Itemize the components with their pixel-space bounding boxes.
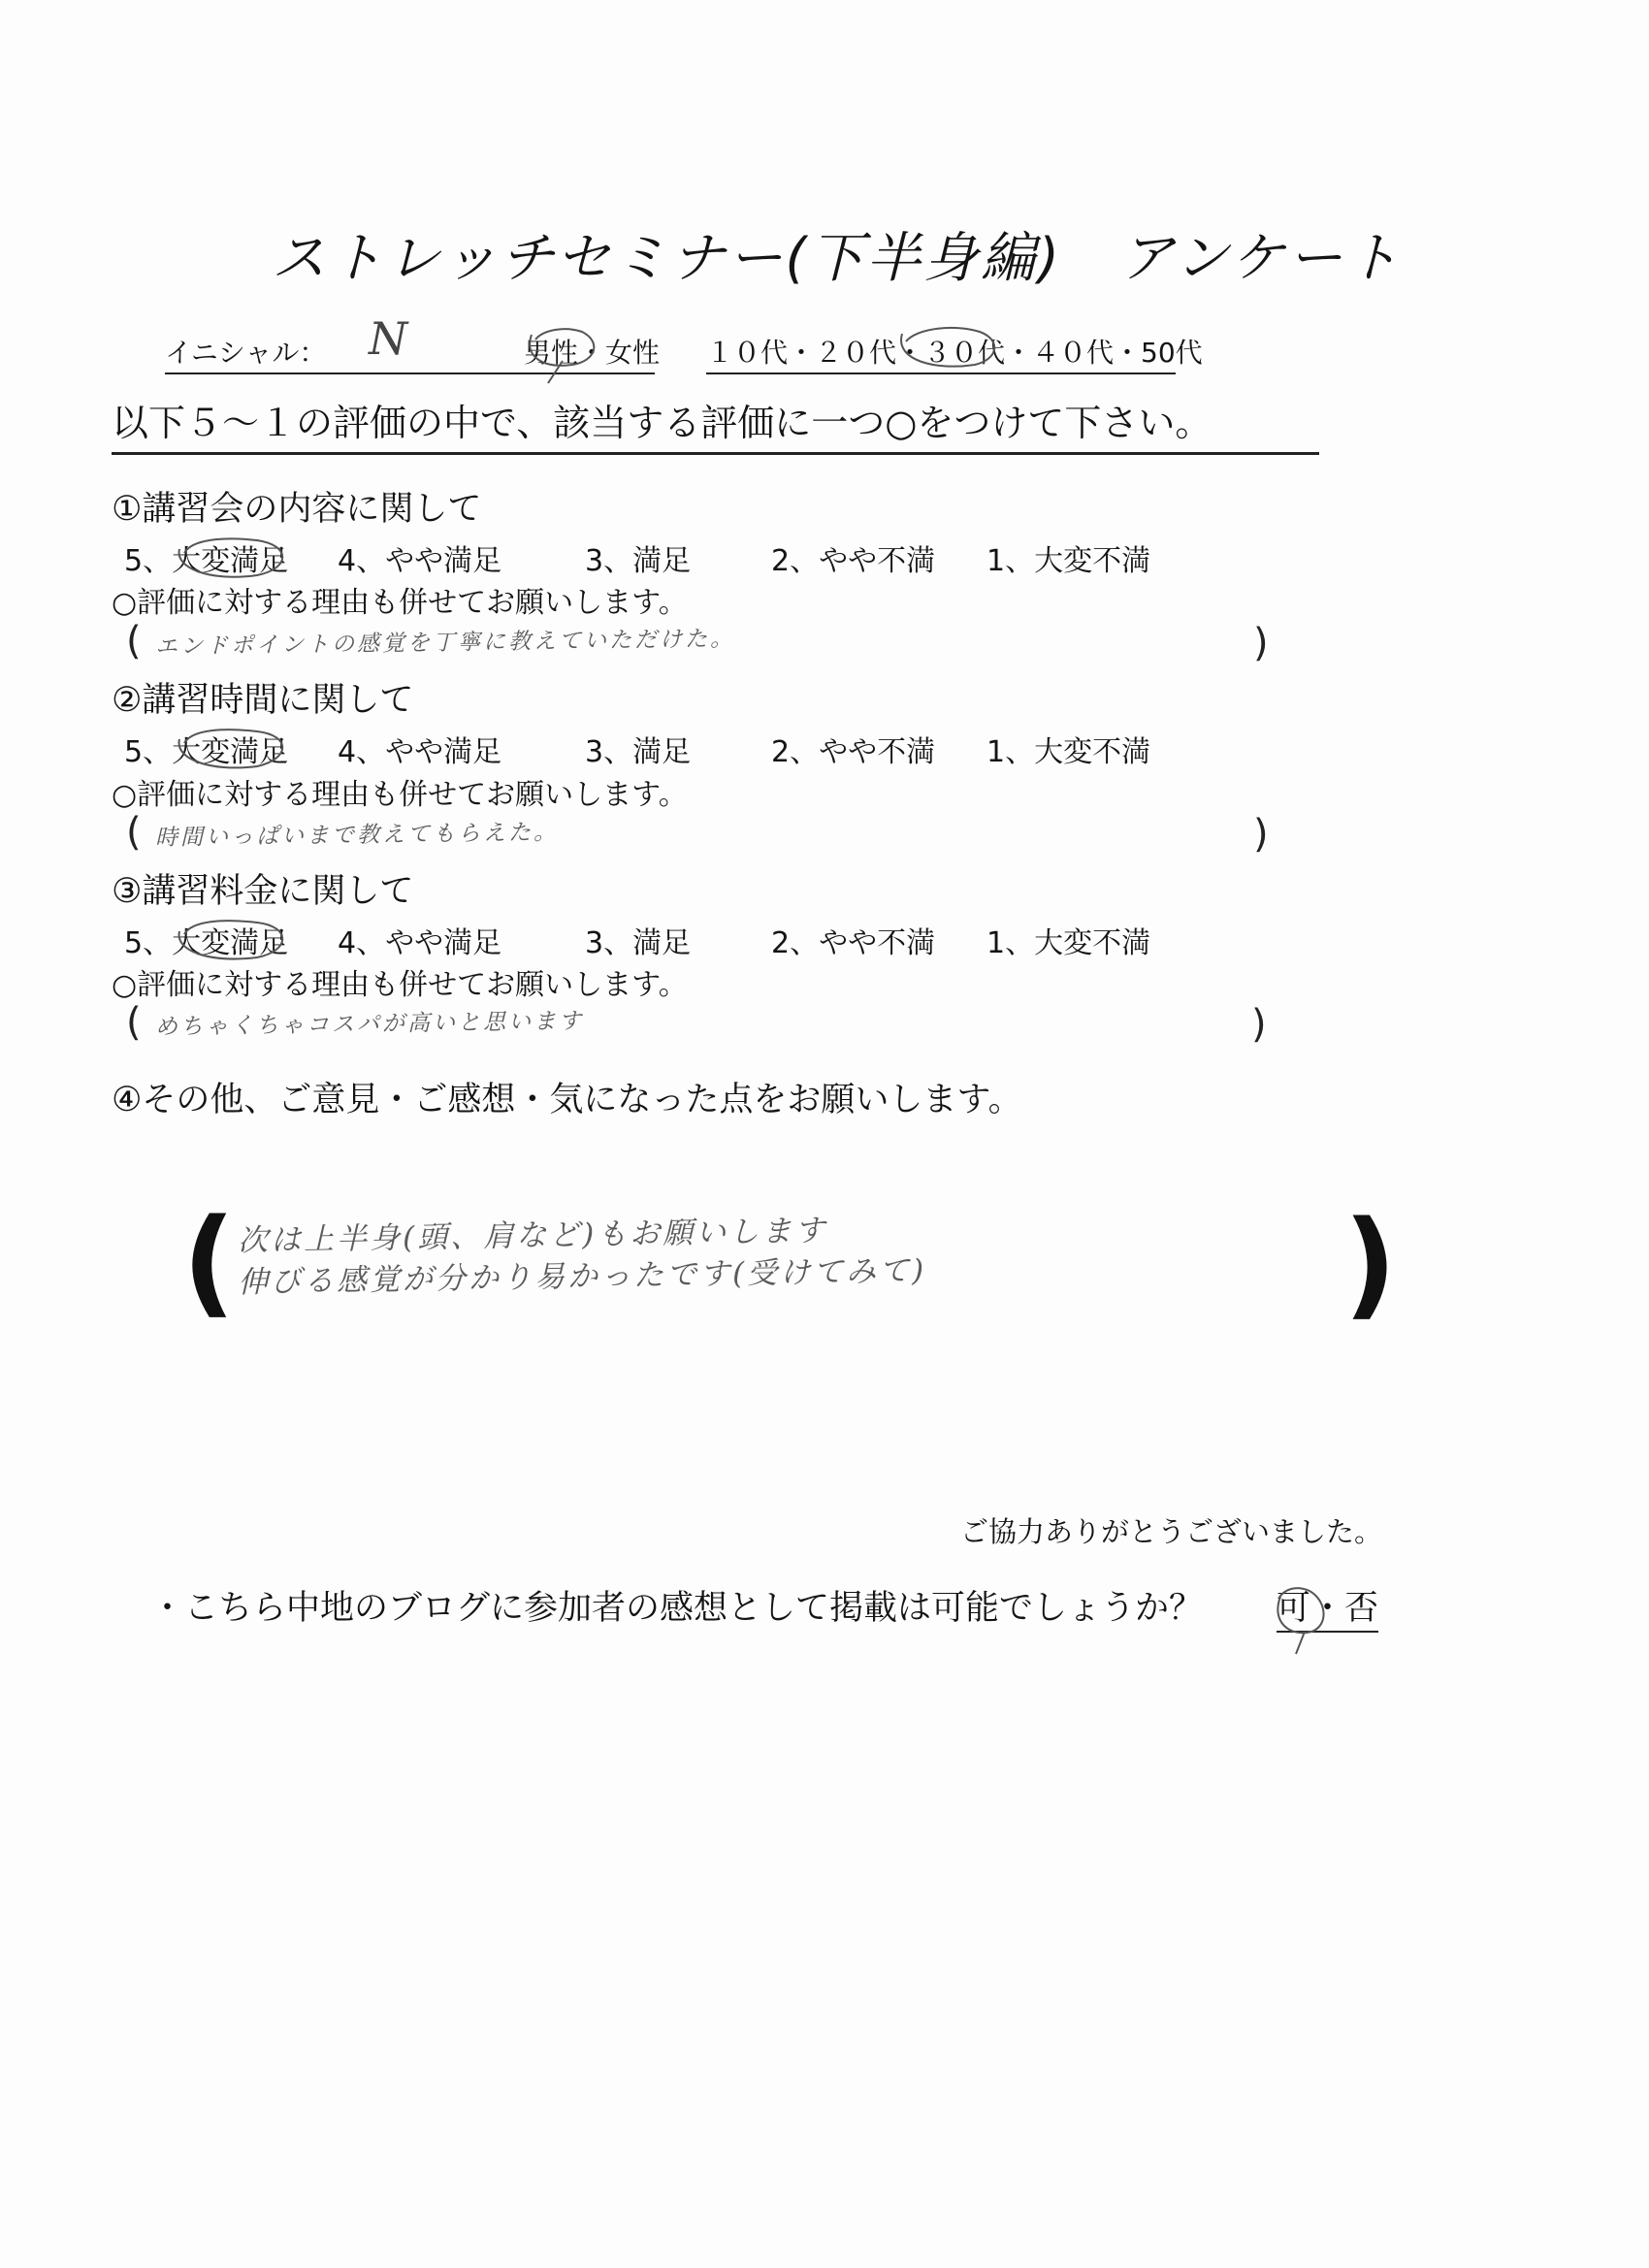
open-paren: ( — [126, 810, 142, 855]
rating-2[interactable]: 2、やや不満 — [771, 926, 936, 960]
rating-2[interactable]: 2、やや不満 — [771, 544, 936, 578]
age-circle — [901, 328, 994, 367]
open-paren: ( — [126, 1000, 142, 1045]
rating-2[interactable]: 2、やや不満 — [771, 735, 936, 769]
rating-4[interactable]: 4、やや満足 — [338, 926, 502, 960]
close-paren: ) — [1253, 621, 1269, 665]
rating-3[interactable]: 3、満足 — [585, 926, 692, 960]
page-title: ストレッチセミナー(下半身編) アンケート — [272, 227, 1403, 290]
close-paren: ) — [1251, 1002, 1267, 1047]
open-paren-large: ( — [182, 1195, 236, 1330]
rating-3[interactable]: 3、満足 — [585, 544, 692, 578]
open-paren: ( — [126, 619, 142, 664]
question-1-title: ①講習会の内容に関して — [112, 490, 482, 529]
gender-circle — [530, 329, 594, 383]
rating-5[interactable]: 5、大変満足 — [124, 735, 289, 769]
blog-permission-question: ・こちら中地のブログに参加者の感想として掲載は可能でしょうか？ — [150, 1589, 1204, 1628]
rating-3[interactable]: 3、満足 — [585, 735, 692, 769]
rating-5[interactable]: 5、大変満足 — [124, 544, 289, 578]
rating-1[interactable]: 1、大変不満 — [986, 544, 1151, 578]
q1-rating-circle — [179, 538, 283, 576]
q2-rating-circle — [179, 729, 283, 767]
initial-value[interactable]: N — [369, 312, 408, 365]
blog-permission-options[interactable]: 可・否 — [1277, 1581, 1378, 1633]
rating-4[interactable]: 4、やや満足 — [338, 735, 502, 769]
rating-1[interactable]: 1、大変不満 — [986, 926, 1151, 960]
question-2-answer[interactable]: 時間いっぱいまで教えてもらえた。 — [154, 820, 560, 851]
rating-1[interactable]: 1、大変不満 — [986, 735, 1151, 769]
comment-line-2[interactable]: 伸びる感覚が分かり易かったです(受けてみて) — [237, 1252, 927, 1301]
question-2-title: ②講習時間に関して — [112, 681, 414, 720]
blog-ok-circle — [1277, 1588, 1323, 1654]
q3-rating-circle — [179, 921, 283, 958]
question-4-title: ④その他、ご意見・ご感想・気になった点をお願いします。 — [112, 1081, 1022, 1119]
close-paren-large: ) — [1343, 1197, 1397, 1332]
initial-label: イニシャル： — [165, 332, 524, 374]
age-options[interactable]: １０代・２０代・３０代・４０代・50代 — [706, 332, 1176, 374]
gender-options[interactable]: 男性・女性 — [524, 332, 655, 374]
rating-4[interactable]: 4、やや満足 — [338, 544, 502, 578]
question-1-reason-prompt: ○評価に対する理由も併せてお願いします。 — [112, 586, 688, 620]
thanks-message: ご協力ありがとうございました。 — [960, 1515, 1383, 1548]
question-3-title: ③講習料金に関して — [112, 872, 414, 911]
instruction: 以下５～１の評価の中で、該当する評価に一つ○をつけて下さい。 — [112, 393, 1319, 455]
comment-line-1[interactable]: 次は上半身(頭、肩など)もお願いします — [237, 1213, 828, 1259]
rating-5[interactable]: 5、大変満足 — [124, 926, 289, 960]
close-paren: ) — [1253, 812, 1269, 857]
question-2-reason-prompt: ○評価に対する理由も併せてお願いします。 — [112, 778, 688, 812]
question-1-answer[interactable]: エンドポイントの感覚を丁寧に教えていただけた。 — [154, 626, 736, 660]
question-3-reason-prompt: ○評価に対する理由も併せてお願いします。 — [112, 968, 688, 1002]
question-3-answer[interactable]: めちゃくちゃコスパが高いと思います — [154, 1008, 585, 1040]
